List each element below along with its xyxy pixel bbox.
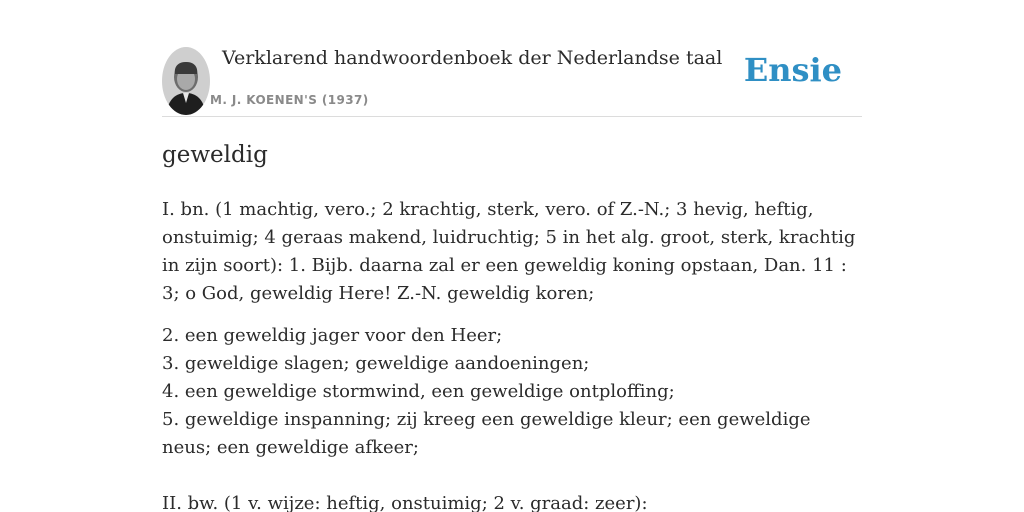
dictionary-author: M. J. KOENEN'S (1937) — [210, 93, 369, 107]
example-line: 4. een geweldige stormwind, een geweldige ontploffing; — [162, 381, 675, 402]
author-portrait-icon — [162, 47, 210, 115]
entry-examples — [162, 322, 862, 462]
example-line: 5. geweldige inspanning; zij kreeg een geweldige kleur; een geweldige neus; een geweldige afkeer; — [162, 409, 811, 458]
dictionary-header — [162, 46, 862, 117]
example-line: 3. geweldige slagen; geweldige aandoeningen; — [162, 353, 590, 374]
dictionary-entry — [162, 138, 862, 512]
page — [162, 0, 862, 512]
ensie-logo-link[interactable]: Ensie — [743, 51, 842, 89]
dictionary-title: Verklarend handwoordenboek der Nederlandse taal — [222, 47, 723, 69]
entry-definition: I. bn. (1 machtig, vero.; 2 krachtig, sterk, vero. of Z.-N.; 3 hevig, heftig, onstuimig; 4 geraas makend, luidruchtig; 5 in het alg. groot, sterk, krachtig in zijn soort): 1. Bijb. daarna zal er een geweldig koning opstaan, Dan. 11 : 3; o God, geweldig Here! Z.-N. geweldig koren; — [162, 199, 856, 304]
entry-headword: geweldig — [162, 142, 268, 168]
entry-adverb-section: II. bw. (1 v. wijze: heftig, onstuimig; 2 v. graad: zeer): — [162, 493, 648, 512]
example-line: 2. een geweldig jager voor den Heer; — [162, 325, 503, 346]
